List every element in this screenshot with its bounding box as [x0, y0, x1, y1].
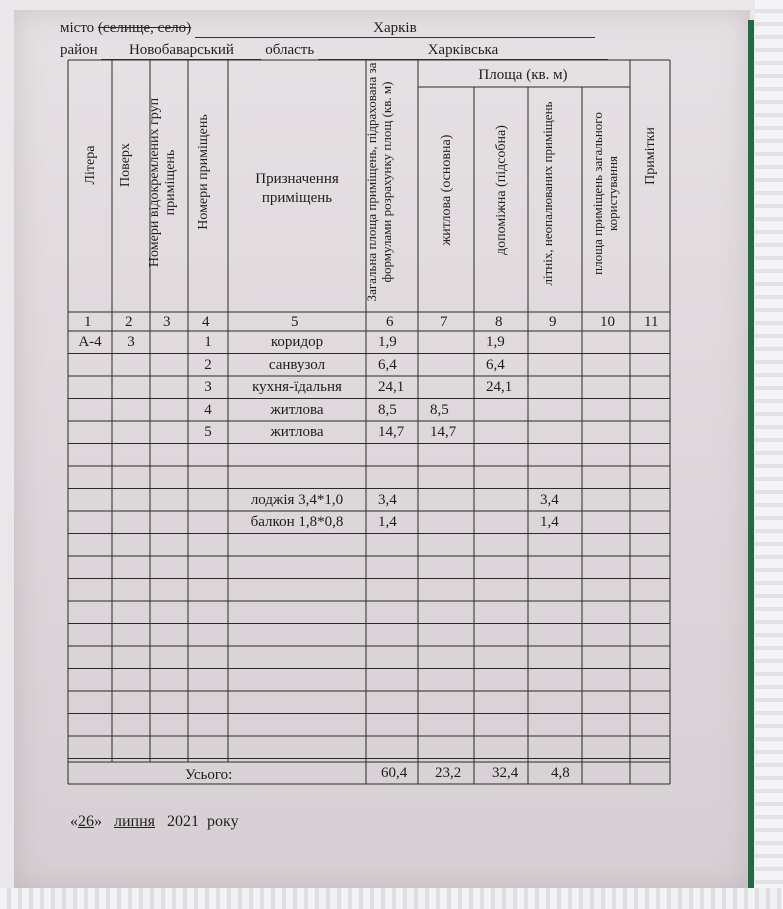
table-cell-aux: 6,4: [486, 356, 505, 373]
header-floor: Поверх: [118, 143, 133, 187]
column-number: 3: [163, 314, 171, 330]
table-cell-total: 6,4: [378, 356, 397, 373]
table-cell-aux: 24,1: [486, 379, 513, 395]
date-quote-close: »: [94, 813, 102, 830]
table-cell-purpose: санвузол: [268, 356, 326, 373]
date-quote-open: «: [70, 813, 78, 830]
total-living-sum: 23,2: [435, 765, 462, 781]
city-crossed-text: (селище, село): [97, 20, 192, 36]
table-cell-total: 8,5: [378, 401, 397, 418]
total-area-sum: 60,4: [381, 765, 408, 781]
table-cell-purpose: житлова: [270, 424, 324, 440]
header-summer-rooms: літніх, неопалюваних приміщень: [540, 101, 555, 286]
table-cell-total: 3,4: [378, 491, 397, 508]
table-cell-room: 3: [204, 379, 212, 395]
header-total-area: Загальна площа приміщень, підрахована за формулами розрахунку площ (кв. м): [364, 62, 394, 302]
header-purpose: Призначення приміщень: [255, 171, 339, 206]
table-cell-room: 1: [204, 334, 212, 350]
column-number: 1: [84, 314, 92, 330]
date-year-word: року: [207, 813, 239, 830]
district-value: Новобаварський: [101, 42, 261, 60]
table-cell-total: 24,1: [378, 379, 405, 395]
header-notes: Примітки: [643, 127, 658, 185]
district-label: район: [60, 42, 98, 58]
date-month: липня: [114, 813, 156, 830]
table-cell-purpose: балкон 1,8*0,8: [250, 514, 344, 530]
table-cell-aux: 1,9: [486, 334, 505, 350]
table-cell-summer: 1,4: [540, 514, 559, 530]
table-cell-total: 1,4: [378, 514, 397, 530]
table-cell-floor: 3: [127, 334, 135, 350]
table-cell-room: 5: [204, 424, 212, 440]
table-cell-summer: 3,4: [540, 491, 559, 508]
city-label: місто: [60, 20, 95, 36]
column-number: 2: [125, 314, 133, 330]
column-number: 8: [495, 314, 503, 330]
table-cell-litera: А-4: [78, 334, 102, 350]
column-number: 11: [644, 314, 659, 330]
table-cell-purpose: житлова: [270, 401, 324, 418]
region-value: Харківська: [318, 42, 608, 60]
column-number: 4: [202, 314, 210, 330]
column-number: 9: [549, 314, 557, 330]
header-common-area: площа приміщень загального користування: [590, 112, 620, 275]
column-number: 10: [600, 314, 615, 330]
document-date: [70, 813, 239, 831]
table-cell-room: 2: [204, 356, 212, 373]
table-cell-purpose: коридор: [270, 334, 324, 350]
header-room-numbers: Номери приміщень: [196, 114, 211, 230]
date-day: 26: [78, 813, 94, 830]
table-cell-total: 1,9: [378, 334, 397, 350]
total-aux-sum: 32,4: [492, 765, 519, 781]
header-living: житлова (основна): [439, 134, 454, 246]
table-cell-purpose: лоджія 3,4*1,0: [250, 491, 344, 508]
table-cell-purpose: кухня-їдальня: [252, 379, 342, 395]
header-area-group: Площа (кв. м): [478, 67, 568, 83]
column-number: 6: [386, 314, 394, 330]
header-auxiliary: допоміжна (підсобна): [494, 125, 509, 255]
table-cell-living: 8,5: [430, 401, 449, 418]
region-label: область: [265, 42, 315, 58]
column-number: 7: [440, 314, 448, 330]
header-litera: Літера: [83, 145, 98, 185]
city-value: Харків: [195, 20, 595, 38]
table-cell-room: 4: [204, 401, 212, 418]
header-group-numbers: Номери відокремлених груп приміщень: [147, 97, 178, 268]
date-year: 2021: [167, 813, 200, 830]
column-number: 5: [291, 314, 299, 330]
total-label: Усього:: [185, 767, 233, 783]
table-cell-living: 14,7: [430, 424, 457, 440]
total-summer-sum: 4,8: [551, 765, 570, 781]
table-cell-total: 14,7: [378, 424, 405, 440]
